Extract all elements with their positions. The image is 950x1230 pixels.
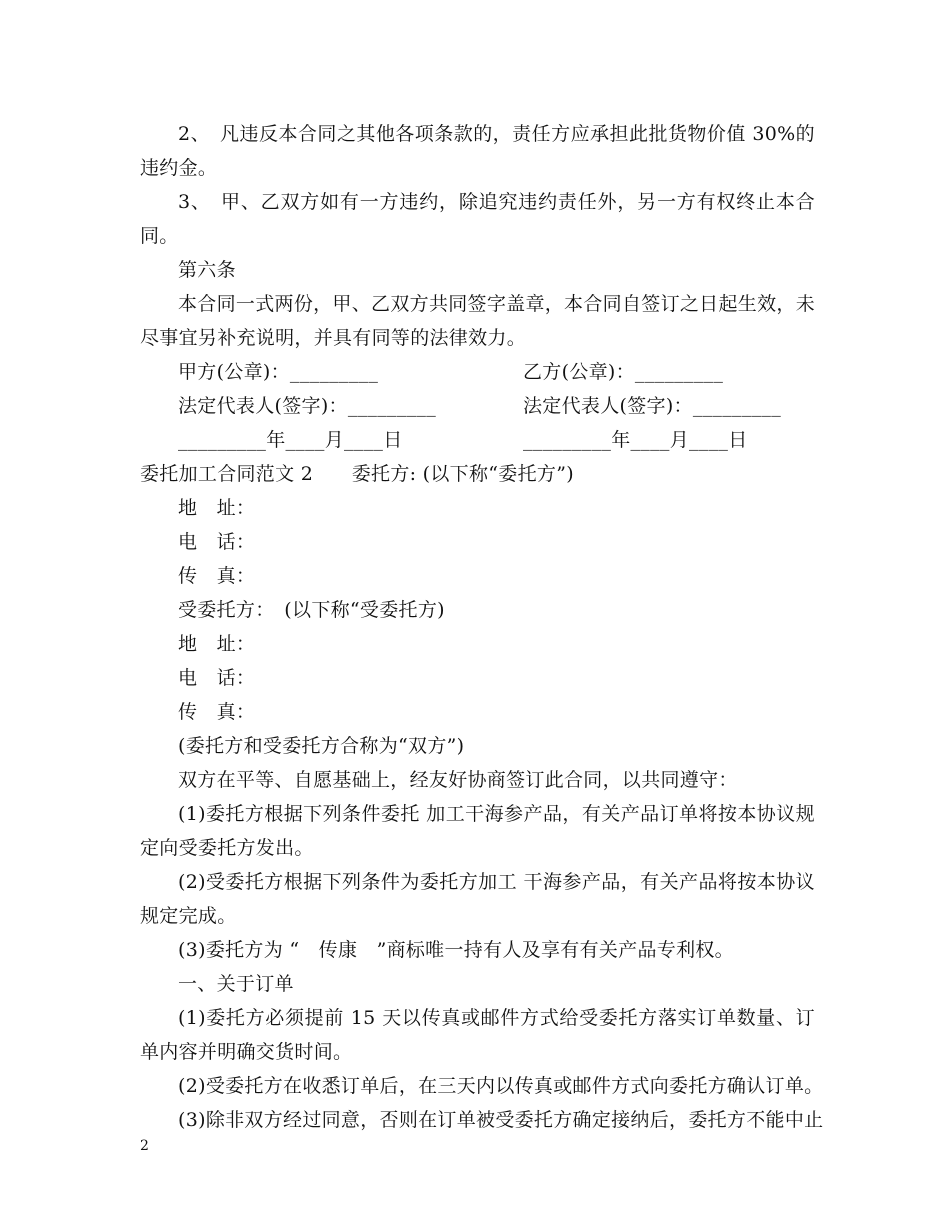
signature-rep-row [140,389,815,423]
clause-3: (3)委托方为 “ 传康 ”商标唯一持有人及享有有关产品专利权。 [178,939,734,961]
contract-intro: 双方在平等、自愿基础上，经友好协商签订此合同，以共同遵守： [178,769,738,791]
party-a-date: _________年____月____日 [178,429,403,451]
article-6-heading: 第六条 [178,259,236,281]
client-fax: 传 真： [178,565,256,587]
order-clause-2: (2)受委托方在收悉订单后，在三天内以传真或邮件方式向委托方确认订单。 [178,1075,824,1097]
order-clause-1: (1)委托方必须提前 15 天以传真或邮件方式给受委托方落实订单数量、订单内容并明确交货时间。 [140,1007,815,1063]
contractor-phone: 电 话： [178,667,256,689]
article-6-body: 本合同一式两份，甲、乙双方共同签字盖章，本合同自签订之日起生效，未尽事宜另补充说明，并具有同等的法律效力。 [140,293,815,349]
both-parties-note: (委托方和受委托方合称为“双方”) [178,735,465,757]
party-a-representative: 法定代表人(签字)：_________ [178,395,437,417]
page-number: 2 [140,1138,149,1154]
contract-2-title: 委托加工合同范文 2 委托方: (以下称“委托方”) [140,463,574,485]
penalty-clause-3: 3、 甲、乙双方如有一方违约，除追究违约责任外，另一方有权终止本合同。 [140,191,815,247]
party-b-seal: 乙方(公章)：_________ [523,361,724,383]
contractor-label: 受委托方： (以下称“受委托方) [178,599,445,621]
signature-date-row [140,423,815,457]
clause-1: (1)委托方根据下列条件委托 加工干海参产品，有关产品订单将按本协议规定向受委托方发出。 [140,803,815,859]
party-b-representative: 法定代表人(签字)：_________ [523,395,782,417]
penalty-clause-2: 2、 凡违反本合同之其他各项条款的，责任方应承担此批货物价值 30%的违约金。 [140,123,815,179]
section-1-heading: 一、关于订单 [178,973,294,995]
contractor-address: 地 址： [178,633,256,655]
contractor-fax: 传 真： [178,701,256,723]
client-phone: 电 话： [178,531,256,553]
signature-seal-row [140,355,815,389]
clause-2: (2)受委托方根据下列条件为委托方加工 干海参产品，有关产品将按本协议规定完成。 [140,871,815,927]
client-address: 地 址： [178,497,256,519]
document-body [140,117,824,1137]
party-a-seal: 甲方(公章)：_________ [178,361,379,383]
party-b-date: _________年____月____日 [523,429,748,451]
order-clause-3: (3)除非双方经过同意，否则在订单被受委托方确定接纳后，委托方不能中止 [178,1109,824,1131]
